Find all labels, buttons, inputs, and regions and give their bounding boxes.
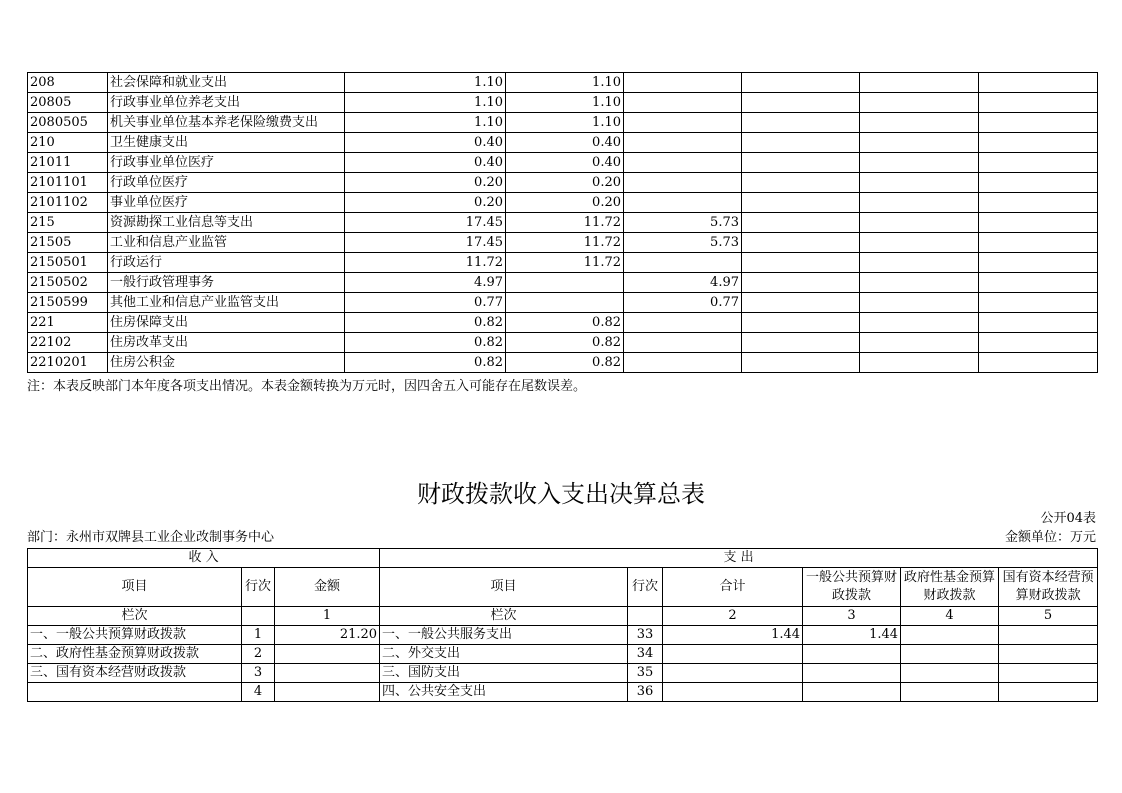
expense-item: 一、一般公共服务支出 [380, 626, 628, 645]
subject-code: 22102 [28, 333, 108, 353]
table-row [28, 253, 1098, 273]
table-note: 注：本表反映部门本年度各项支出情况。本表金额转换为万元时，因四舍五入可能存在尾数误差。 [27, 379, 587, 394]
total-amount: 1.10 [345, 113, 506, 133]
subject-name: 工业和信息产业监管 [108, 233, 345, 253]
total-amount: 1.10 [345, 93, 506, 113]
col-number-5: 5 [999, 607, 1098, 626]
basic-expense: 11.72 [506, 233, 624, 253]
expense-total: 1.44 [663, 626, 803, 645]
empty-cell [860, 213, 979, 233]
income-item: 三、国有资本经营财政拨款 [28, 664, 242, 683]
empty-cell [979, 113, 1098, 133]
empty-cell [742, 93, 860, 113]
col-state-capital: 国有资本经营预算财政拨款 [999, 568, 1098, 607]
basic-expense [506, 293, 624, 313]
subject-code: 2150501 [28, 253, 108, 273]
table-row [28, 213, 1098, 233]
basic-expense: 0.40 [506, 133, 624, 153]
basic-expense: 0.40 [506, 153, 624, 173]
total-amount: 17.45 [345, 233, 506, 253]
empty-cell [979, 353, 1098, 373]
col-amount: 金额 [275, 568, 380, 607]
income-item [28, 683, 242, 702]
subject-name: 住房公积金 [108, 353, 345, 373]
table-row [28, 626, 1098, 645]
empty-cell [979, 73, 1098, 93]
empty-cell [979, 213, 1098, 233]
income-item: 一、一般公共预算财政拨款 [28, 626, 242, 645]
basic-expense [506, 273, 624, 293]
total-amount: 0.20 [345, 173, 506, 193]
project-expense [624, 93, 742, 113]
subject-name: 住房保障支出 [108, 313, 345, 333]
col-number-1: 1 [275, 607, 380, 626]
project-expense: 5.73 [624, 233, 742, 253]
project-expense [624, 73, 742, 93]
table-row [28, 293, 1098, 313]
subject-name: 行政运行 [108, 253, 345, 273]
budget-summary-table [27, 548, 1098, 702]
empty-cell [979, 273, 1098, 293]
expense-total [663, 664, 803, 683]
basic-expense: 1.10 [506, 93, 624, 113]
basic-expense: 11.72 [506, 253, 624, 273]
expense-line: 36 [628, 683, 663, 702]
basic-expense: 0.82 [506, 353, 624, 373]
project-expense [624, 133, 742, 153]
project-expense [624, 353, 742, 373]
table-row [28, 173, 1098, 193]
amount-unit-label: 金额单位：万元 [1004, 530, 1096, 545]
lanci-income: 栏次 [28, 607, 242, 626]
empty-cell [860, 133, 979, 153]
expense-state-capital [999, 683, 1098, 702]
income-line: 2 [242, 645, 275, 664]
table-row [28, 153, 1098, 173]
empty-cell [742, 273, 860, 293]
basic-expense: 1.10 [506, 73, 624, 93]
empty-cell [742, 313, 860, 333]
empty-cell [979, 293, 1098, 313]
project-expense [624, 113, 742, 133]
empty-cell [742, 73, 860, 93]
subject-name: 机关事业单位基本养老保险缴费支出 [108, 113, 345, 133]
expense-line: 33 [628, 626, 663, 645]
expense-general [803, 664, 901, 683]
empty-cell [742, 293, 860, 313]
project-expense [624, 153, 742, 173]
table-row [28, 683, 1098, 702]
subject-name: 行政事业单位医疗 [108, 153, 345, 173]
empty-cell [742, 353, 860, 373]
subject-code: 2150502 [28, 273, 108, 293]
subject-code: 21011 [28, 153, 108, 173]
income-amount: 21.20 [275, 626, 380, 645]
basic-expense: 11.72 [506, 213, 624, 233]
empty-cell [979, 93, 1098, 113]
expense-gov-fund [901, 626, 999, 645]
subject-code: 215 [28, 213, 108, 233]
income-line: 1 [242, 626, 275, 645]
empty-cell [860, 173, 979, 193]
project-expense [624, 253, 742, 273]
subject-name: 一般行政管理事务 [108, 273, 345, 293]
basic-expense: 1.10 [506, 113, 624, 133]
empty-cell [860, 273, 979, 293]
income-amount [275, 683, 380, 702]
table-row [28, 333, 1098, 353]
income-amount [275, 664, 380, 683]
subject-code: 20805 [28, 93, 108, 113]
table-row [28, 233, 1098, 253]
empty-cell [242, 607, 275, 626]
project-expense [624, 193, 742, 213]
lanci-expense: 栏次 [380, 607, 628, 626]
report-title: 财政拨款收入支出决算总表 [417, 480, 705, 508]
table-row [28, 113, 1098, 133]
expense-total [663, 645, 803, 664]
empty-cell [979, 133, 1098, 153]
subject-code: 2150599 [28, 293, 108, 313]
empty-cell [979, 333, 1098, 353]
empty-cell [979, 313, 1098, 333]
total-amount: 0.40 [345, 133, 506, 153]
empty-cell [742, 113, 860, 133]
income-header: 收 入 [28, 549, 380, 568]
total-amount: 11.72 [345, 253, 506, 273]
empty-cell [742, 233, 860, 253]
expense-state-capital [999, 645, 1098, 664]
total-amount: 0.82 [345, 353, 506, 373]
expense-header: 支 出 [380, 549, 1098, 568]
basic-expense: 0.20 [506, 173, 624, 193]
subject-name: 资源勘探工业信息等支出 [108, 213, 345, 233]
expense-state-capital [999, 664, 1098, 683]
project-expense: 5.73 [624, 213, 742, 233]
project-expense: 0.77 [624, 293, 742, 313]
subject-name: 住房改革支出 [108, 333, 345, 353]
total-amount: 1.10 [345, 73, 506, 93]
table-row [28, 313, 1098, 333]
basic-expense: 0.82 [506, 333, 624, 353]
empty-cell [860, 193, 979, 213]
col-line-expense: 行次 [628, 568, 663, 607]
empty-cell [742, 333, 860, 353]
income-amount [275, 645, 380, 664]
empty-cell [860, 233, 979, 253]
basic-expense: 0.20 [506, 193, 624, 213]
empty-cell [742, 193, 860, 213]
subject-code: 208 [28, 73, 108, 93]
table-row [28, 664, 1098, 683]
col-item-expense: 项目 [380, 568, 628, 607]
empty-cell [628, 607, 663, 626]
project-expense [624, 173, 742, 193]
table-row [28, 93, 1098, 113]
expense-general [803, 683, 901, 702]
table-row [28, 273, 1098, 293]
subject-name: 其他工业和信息产业监管支出 [108, 293, 345, 313]
empty-cell [742, 213, 860, 233]
table-row [28, 353, 1098, 373]
empty-cell [860, 73, 979, 93]
table-row [28, 193, 1098, 213]
empty-cell [860, 353, 979, 373]
expense-item: 三、国防支出 [380, 664, 628, 683]
subject-name: 事业单位医疗 [108, 193, 345, 213]
expense-gov-fund [901, 664, 999, 683]
subject-code: 2101102 [28, 193, 108, 213]
total-amount: 0.40 [345, 153, 506, 173]
table-row [28, 73, 1098, 93]
expense-detail-table [27, 72, 1098, 373]
col-number-2: 2 [663, 607, 803, 626]
subject-code: 21505 [28, 233, 108, 253]
col-gov-fund: 政府性基金预算财政拨款 [901, 568, 999, 607]
department-label: 部门：永州市双牌县工业企业改制事务中心 [27, 530, 275, 545]
expense-item: 二、外交支出 [380, 645, 628, 664]
total-amount: 0.82 [345, 313, 506, 333]
subject-code: 221 [28, 313, 108, 333]
expense-gov-fund [901, 645, 999, 664]
table-row [28, 133, 1098, 153]
income-item: 二、政府性基金预算财政拨款 [28, 645, 242, 664]
col-total: 合计 [663, 568, 803, 607]
subject-name: 卫生健康支出 [108, 133, 345, 153]
table-code: 公开04表 [1040, 511, 1096, 526]
total-amount: 0.20 [345, 193, 506, 213]
empty-cell [860, 253, 979, 273]
empty-cell [742, 253, 860, 273]
expense-total [663, 683, 803, 702]
empty-cell [979, 233, 1098, 253]
empty-cell [742, 133, 860, 153]
expense-gov-fund [901, 683, 999, 702]
total-amount: 0.82 [345, 333, 506, 353]
income-line: 3 [242, 664, 275, 683]
project-expense [624, 313, 742, 333]
table-row [28, 645, 1098, 664]
empty-cell [860, 293, 979, 313]
expense-general: 1.44 [803, 626, 901, 645]
subject-code: 2210201 [28, 353, 108, 373]
expense-line: 34 [628, 645, 663, 664]
total-amount: 0.77 [345, 293, 506, 313]
income-line: 4 [242, 683, 275, 702]
total-amount: 4.97 [345, 273, 506, 293]
empty-cell [860, 333, 979, 353]
col-number-4: 4 [901, 607, 999, 626]
expense-state-capital [999, 626, 1098, 645]
basic-expense: 0.82 [506, 313, 624, 333]
subject-code: 2080505 [28, 113, 108, 133]
empty-cell [979, 153, 1098, 173]
empty-cell [979, 253, 1098, 273]
subject-name: 社会保障和就业支出 [108, 73, 345, 93]
empty-cell [860, 153, 979, 173]
subject-name: 行政事业单位养老支出 [108, 93, 345, 113]
empty-cell [860, 93, 979, 113]
col-item-income: 项目 [28, 568, 242, 607]
expense-general [803, 645, 901, 664]
subject-code: 210 [28, 133, 108, 153]
subject-code: 2101101 [28, 173, 108, 193]
empty-cell [742, 173, 860, 193]
empty-cell [860, 313, 979, 333]
col-number-3: 3 [803, 607, 901, 626]
project-expense [624, 333, 742, 353]
expense-line: 35 [628, 664, 663, 683]
col-general-budget: 一般公共预算财政拨款 [803, 568, 901, 607]
project-expense: 4.97 [624, 273, 742, 293]
empty-cell [742, 153, 860, 173]
empty-cell [979, 193, 1098, 213]
col-line-income: 行次 [242, 568, 275, 607]
expense-item: 四、公共安全支出 [380, 683, 628, 702]
empty-cell [860, 113, 979, 133]
total-amount: 17.45 [345, 213, 506, 233]
empty-cell [979, 173, 1098, 193]
subject-name: 行政单位医疗 [108, 173, 345, 193]
